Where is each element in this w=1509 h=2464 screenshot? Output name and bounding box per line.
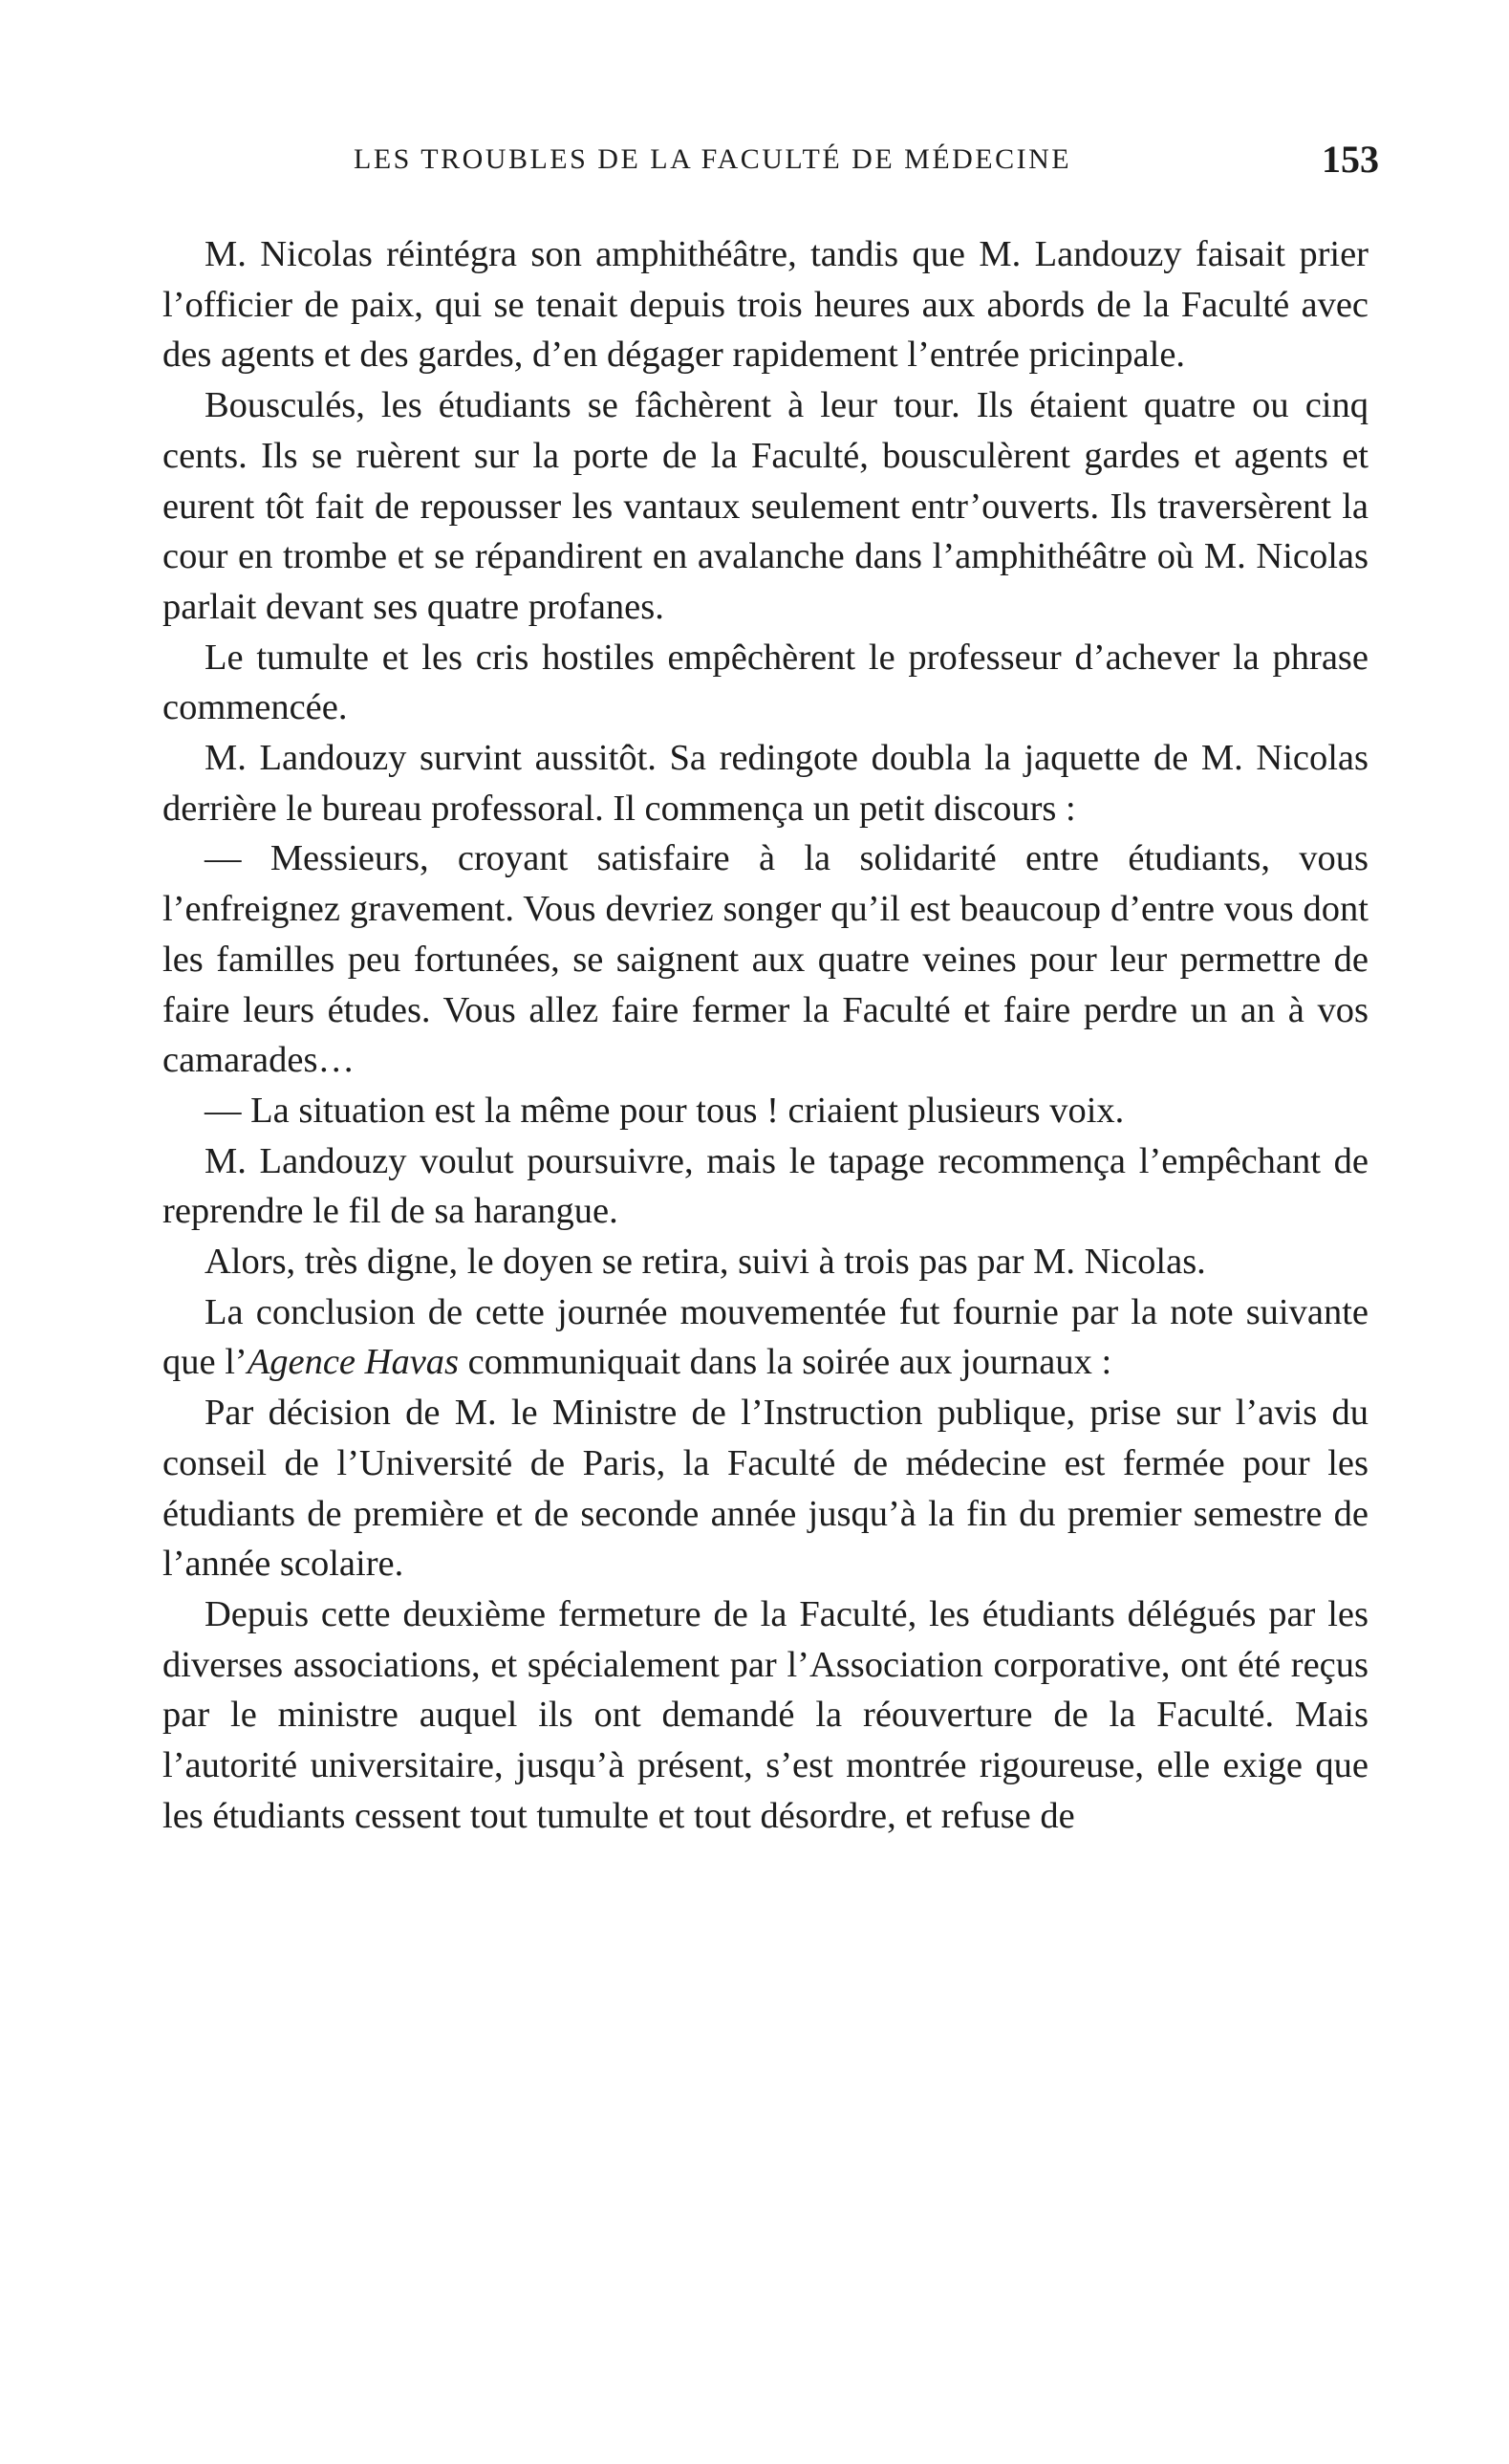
havas-text-before: La conclusion de cette journée mouvementée fut fournie par la note suivante que l’ — [162, 1291, 1369, 1383]
paragraph: Le tumulte et les cris hostiles empêchèrent le professeur d’achever la phrase commencée. — [162, 637, 1369, 728]
final-paragraph: Depuis cette deuxième fermeture de la Faculté, les étudiants délégués par les diverses associations, et spécialement par l’Association corporative, ont été reçus par le ministre auquel ils ont demandé la réouverture de la Faculté. Mais l’autorité universitaire, jusqu’à présent, s’est montrée rigoureuse, elle exige que les étudiants cessent tout tumulte et tout désordre, et refuse de — [162, 1593, 1369, 1836]
agency-name: Agence Havas — [247, 1342, 460, 1383]
paragraph: — La situation est la même pour tous ! criaient plusieurs voix. — [205, 1090, 1125, 1131]
paragraph: Bousculés, les étudiants se fâchèrent à leur tour. Ils étaient quatre ou cinq cents. Ils se ruèrent sur la porte de la Faculté, bousculèrent gardes et agents et eurent tôt fait de repousser les vantaux seulement entr’ouverts. Ils traversèrent la cour en trombe et se répandirent en avalanche dans l’amphithéâtre où M. Nicolas parlait devant ses quatre profanes. — [162, 385, 1369, 627]
havas-paragraph — [162, 1287, 1369, 1388]
running-title: LES TROUBLES DE LA FACULTÉ DE MÉDECINE — [354, 143, 1072, 175]
body-text — [162, 229, 1369, 1842]
havas-text-after: communiquait dans la soirée aux journaux : — [459, 1342, 1112, 1383]
quoted-note: Par décision de M. le Ministre de l’Instruction publique, prise sur l’avis du conseil de l’Université de Paris, la Faculté de médecine est fermée pour les étudiants de première et de seconde année jusqu’à la fin du premier semestre de l’année scolaire. — [162, 1393, 1369, 1585]
paragraph: M. Landouzy voulut poursuivre, mais le tapage recommença l’empêchant de reprendre le fil de sa harangue. — [162, 1140, 1369, 1232]
paragraph: Alors, très digne, le doyen se retira, suivi à trois pas par M. Nicolas. — [205, 1242, 1206, 1283]
paragraph: M. Nicolas réintégra son amphithéâtre, tandis que M. Landouzy faisait prier l’officier de paix, qui se tenait depuis trois heures aux abords de la Faculté avec des agents et des gardes, d’en dégager rapidement l’entrée pricinpale. — [162, 234, 1369, 376]
page-number: 153 — [1322, 138, 1379, 181]
paragraph: M. Landouzy survint aussitôt. Sa redingote doubla la jaquette de M. Nicolas derrière le bureau professoral. Il commença un petit discours : — [162, 738, 1369, 829]
paragraph: — Messieurs, croyant satisfaire à la solidarité entre étudiants, vous l’enfreignez gravement. Vous devriez songer qu’il est beaucoup d’entre vous dont les familles peu fortunées, se saignent aux quatre veines pour leur permettre de faire leurs études. Vous allez faire fermer la Faculté et faire perdre un an à vos camarades… — [162, 838, 1369, 1081]
